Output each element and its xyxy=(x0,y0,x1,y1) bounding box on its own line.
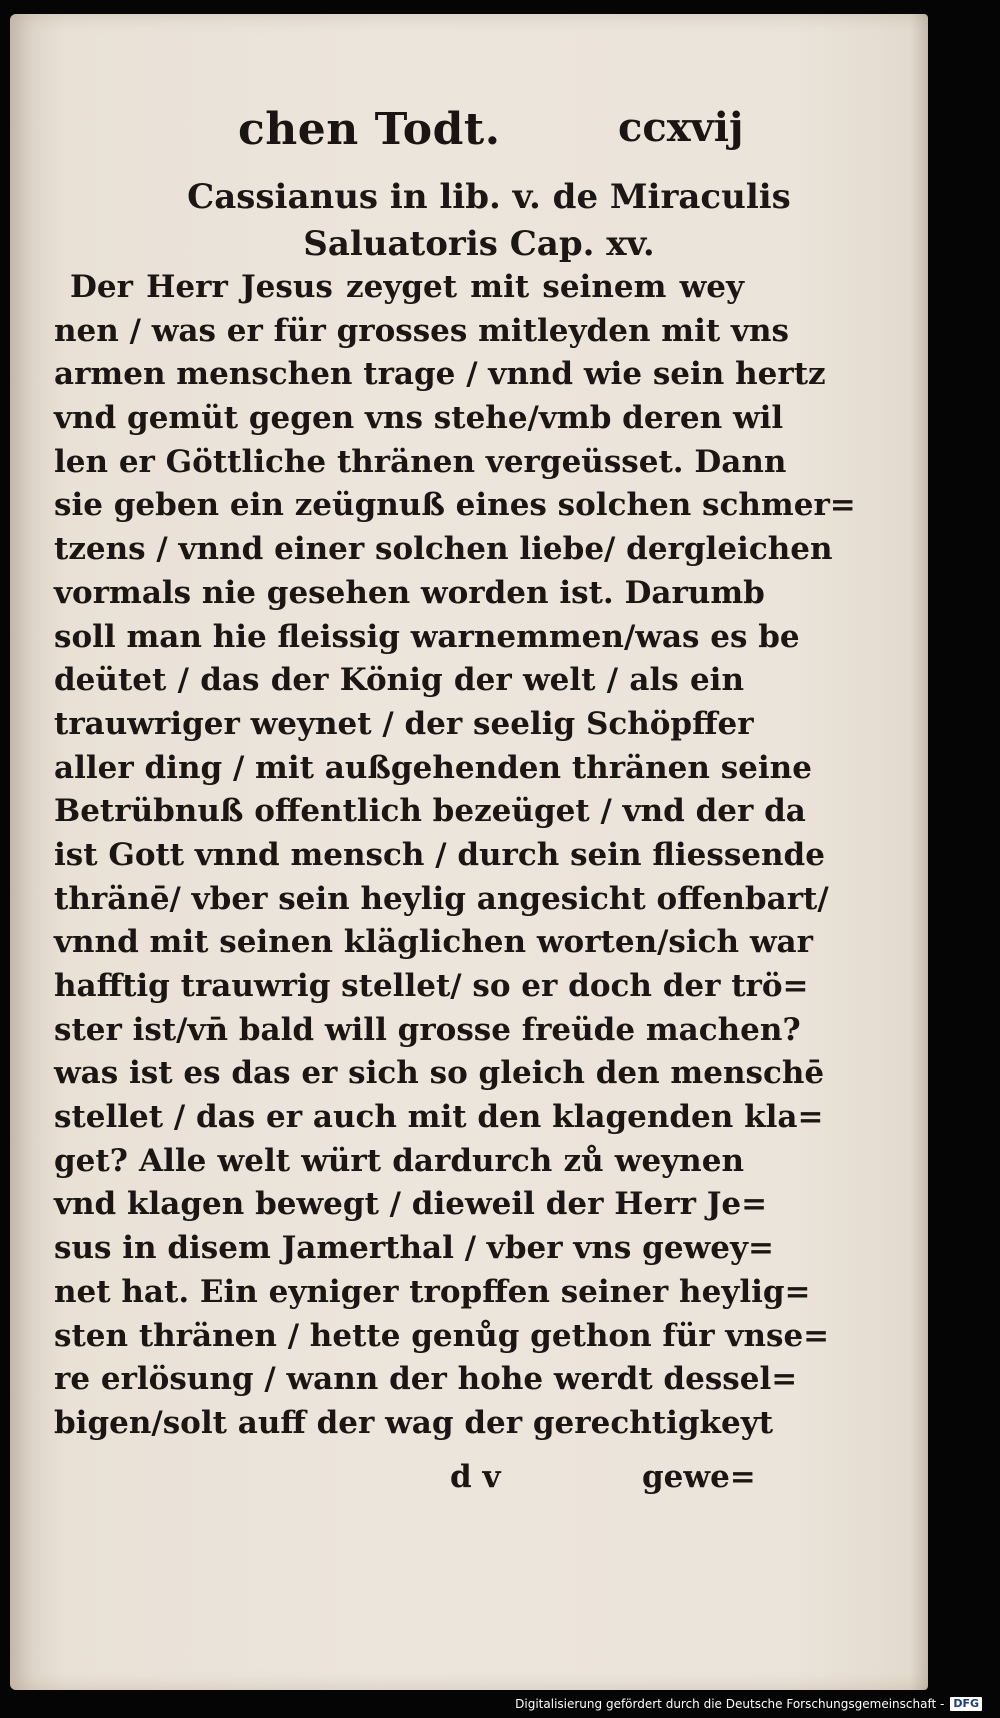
text-line: soll man hie fleissig warnemmen/was es be xyxy=(54,618,800,655)
text-line: sus in disem Jamerthal / vber vns gewey= xyxy=(54,1230,774,1267)
heading-line: Saluatoris Cap. xv. xyxy=(303,224,655,264)
text-line: nen / was er für grosses mitleyden mit vns xyxy=(54,312,789,349)
text-line: armen menschen trage / vnnd wie sein hertz xyxy=(54,356,826,393)
text-line: vnnd mit seinen kläglichen worten/sich war xyxy=(54,924,813,961)
heading-line: Cassianus in lib. v. de Miraculis xyxy=(187,177,791,217)
text-line: re erlösung / wann der hohe werdt dessel= xyxy=(54,1361,798,1398)
body-text xyxy=(54,266,856,1446)
text-line: hafftig trauwrig stellet/ so er doch der trö= xyxy=(54,968,809,1004)
text-line: aller ding / mit außgehenden thränen seine xyxy=(54,749,812,786)
credit-text: Digitalisierung gefördert durch die Deutsche Forschungsgemeinschaft - xyxy=(515,1697,945,1711)
signature-mark: d v xyxy=(450,1459,501,1495)
text-line: bigen/solt auff der wag der gerechtigkeyt xyxy=(54,1404,774,1441)
dfg-logo: DFG xyxy=(950,1697,982,1711)
text-line: thränē/ vber sein heylig angesicht offenbart/ xyxy=(54,880,829,917)
text-line: ist Gott vnnd mensch / durch sein fliessende xyxy=(54,836,825,873)
text-line: Betrübnuß offentlich bezeüget / vnd der da xyxy=(54,793,806,830)
text-line: sten thränen / hette genůg gethon für vnse= xyxy=(54,1317,830,1354)
text-line: deütet / das der König der welt / als ein xyxy=(54,662,744,699)
text-line: net hat. Ein eyniger tropffen seiner heylig= xyxy=(54,1273,811,1310)
page-header xyxy=(10,104,928,164)
text-line: Der Herr Jesus zeyget mit seinem wey xyxy=(70,269,744,305)
running-title: chen Todt. xyxy=(238,104,501,155)
text-line: stellet / das er auch mit den klagenden kla= xyxy=(54,1099,824,1136)
text-line: tzens / vnnd einer solchen liebe/ dergleichen xyxy=(54,531,833,568)
text-line: vnd gemüt gegen vns stehe/vmb deren wil xyxy=(54,400,784,437)
text-line: get? Alle welt würt dardurch zů weynen xyxy=(54,1142,744,1179)
book-page xyxy=(10,14,928,1690)
text-line: was ist es das er sich so gleich den menschē xyxy=(54,1055,825,1092)
folio-number: ccxvij xyxy=(618,104,744,151)
section-heading xyxy=(10,174,928,268)
text-line: ster ist/vn̄ bald will grosse freüde machen? xyxy=(54,1011,801,1048)
text-line: vormals nie gesehen worden ist. Darumb xyxy=(54,574,765,611)
text-line: vnd klagen bewegt / dieweil der Herr Je= xyxy=(54,1186,768,1223)
text-line: len er Göttliche thränen vergeüsset. Dann xyxy=(54,443,787,480)
page-foot xyxy=(10,1459,928,1503)
digitization-credit xyxy=(515,1694,982,1714)
catchword: gewe= xyxy=(642,1459,756,1495)
text-line: trauwriger weynet / der seelig Schöpffer xyxy=(54,705,754,742)
text-line: sie geben ein zeügnuß eines solchen schmer= xyxy=(54,487,856,524)
